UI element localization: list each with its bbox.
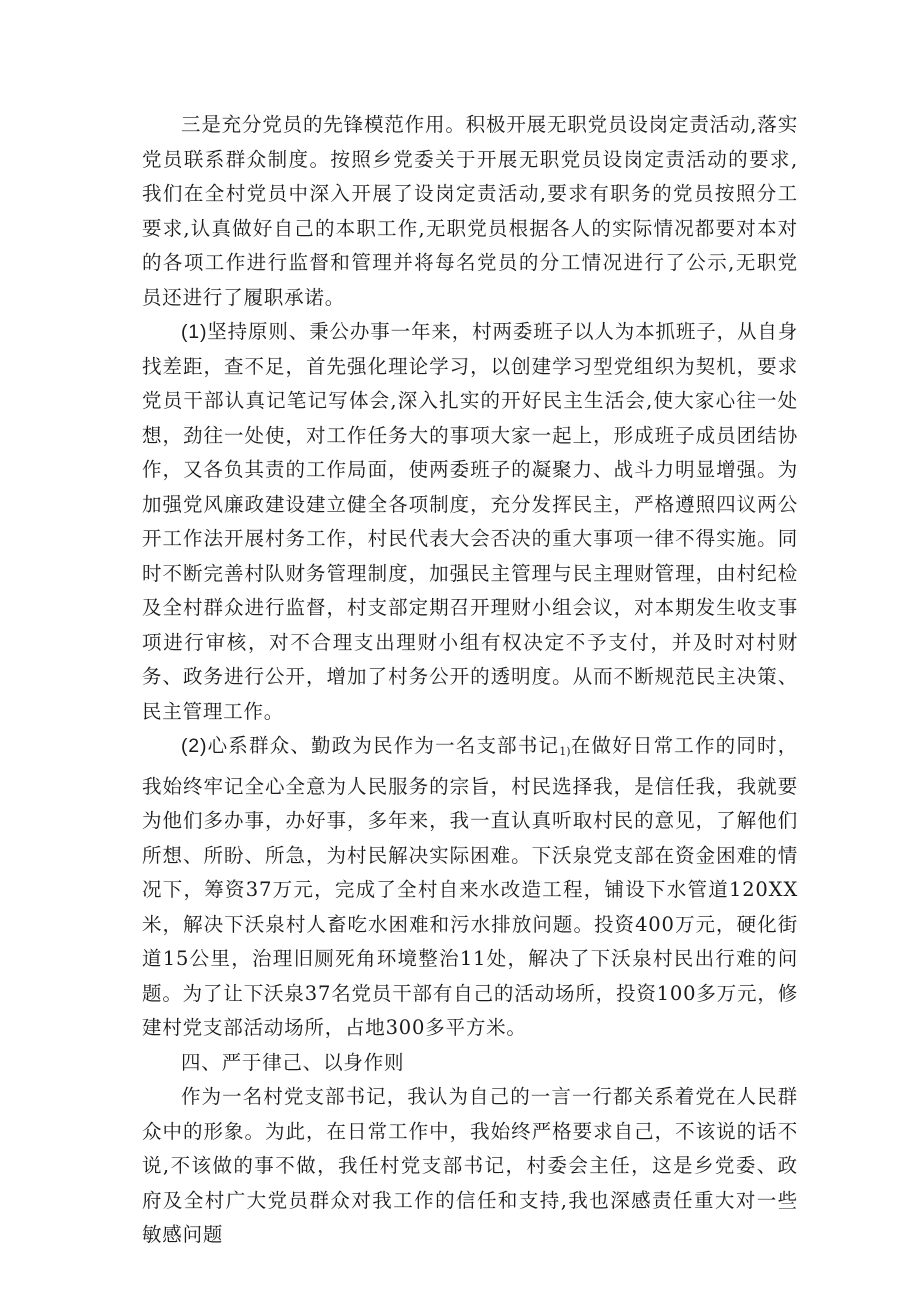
paragraph-principles [142,315,798,729]
paragraph-self-discipline [142,1080,798,1253]
paragraph-text: 三是充分党员的先锋模范作用。积极开展无职党员设岗定责活动,落实党员联系群众制度。按照乡党委关于开展无职党员设岗定责活动的要求,我们在全村党员中深入开展了设岗定责活动,要求有职务的党员按照分工要求,认真做好自己的本职工作,无职党员根据各人的实际情况都要对本对的各项工作进行监督和管理并将每名党员的分工情况进行了公示,无职党员还进行了履职承诺。 [142,113,798,309]
paragraph-text: 在做好日常工作的同时，我始终牢记全心全意为人民服务的宗旨，村民选择我，是信任我，我就要为他们多办事，办好事，多年来，我一直认真听取村民的意见，了解他们所想、所盼、所急，为村民解决实际困难。下沃泉党支部在资金困难的情况下，筹资37万元，完成了全村自来水改造工程，铺设下水管道120XX米，解决下沃泉村人畜吃水困难和污水排放问题。投资400万元，硬化街道15公里，治理旧厕死角环境整治11处，解决了下沃泉村民出行难的问题。为了让下沃泉37名党员干部有自己的活动场所，投资100多万元，修建村党支部活动场所，占地300多平方米。 [142,734,798,1039]
paragraph-text: 坚持原则、秉公办事一年来，村两委班子以人为本抓班子，从自身找差距，查不足，首先强化理论学习，以创建学习型党组织为契机，要求党员干部认真记笔记写体会,深入扎实的开好民主生活会,使大家心往一处想，劲往一处使，对工作任务大的事项大家一起上，形成班子成员团结协作，又各负其责的工作局面，使两委班子的凝聚力、战斗力明显增强。为加强党风廉政建设建立健全各项制度，充分发挥民主，严格遵照四议两公开工作法开展村务工作，村民代表大会否决的重大事项一律不得实施。同时不断完善村队财务管理制度，加强民主管理与民主理财管理，由村纪检及全村群众进行监督，村支部定期召开理财小组会议，对本期发生收支事项进行审核，对不合理支出理财小组有权决定不予支付，并及时对村财务、政务进行公开，增加了村务公开的透明度。从而不断规范民主决策、民主管理工作。 [142,320,798,723]
section-heading [142,1046,798,1081]
footnote-mark: 1) [559,745,571,758]
paragraph-party-member-role [142,108,798,315]
paragraph-number: (1) [181,321,208,343]
document-body [142,108,798,1253]
paragraph-text: 作为一名村党支部书记，我认为自己的一言一行都关系着党在人民群众中的形象。为此，在日常工作中，我始终严格要求自己，不该说的话不说,不该做的事不做，我任村党支部书记，村委会主任，这是乡党委、政府及全村广大党员群众对我工作的信任和支持,我也深感责任重大对一些敏感问题 [142,1085,798,1246]
heading-text: 四、严于律己、以身作则 [181,1050,405,1074]
paragraph-text-intro: 心系群众、勤政为民作为一名支部书记 [207,734,560,757]
paragraph-serve-people [142,729,798,1046]
paragraph-number: (2) [181,735,208,757]
